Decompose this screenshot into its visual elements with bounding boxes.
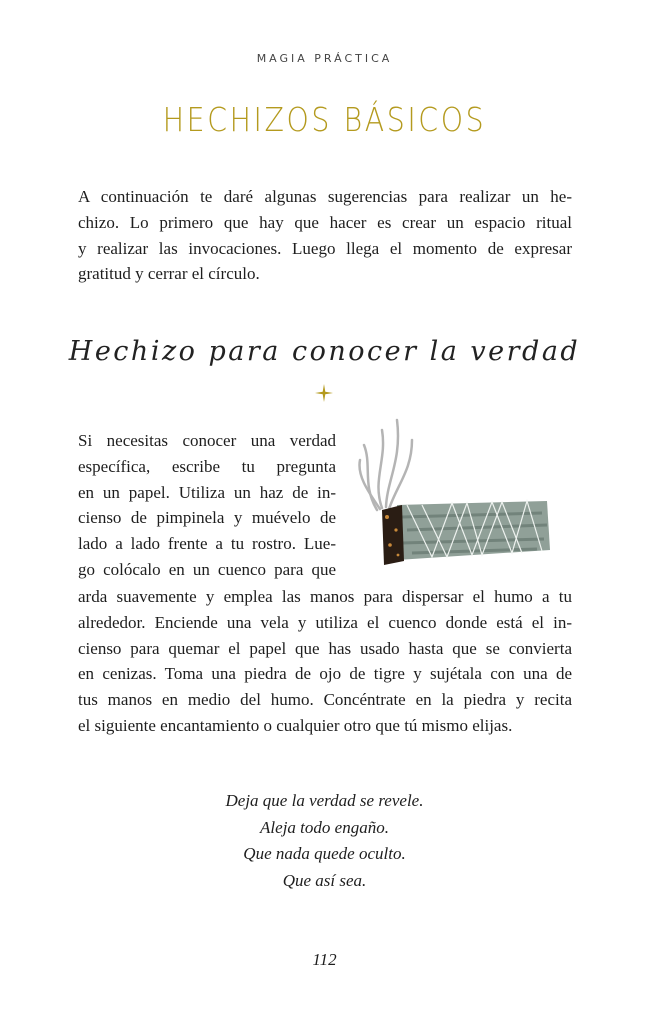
text-line: el siguiente encantamiento o cualquier otro que tú mismo elijas. (78, 715, 513, 735)
incantation-line: Deja que la verdad se revele. (225, 791, 424, 810)
smudge-stick-illustration (352, 405, 552, 590)
incantation-line: Que nada quede oculto. (243, 844, 406, 863)
text-line: cienso para quemar el papel que has usado hasta que se convierta (78, 638, 572, 658)
spell-paragraph-wide (78, 584, 572, 739)
intro-paragraph (78, 184, 572, 287)
text-line: A continuación te daré algunas sugerencias para realizar un he- (78, 187, 572, 206)
text-line: go colócalo en un cuenco para que (78, 559, 336, 579)
text-line: Si necesitas conocer una verdad (78, 431, 336, 450)
text-line: gratitud y cerrar el círculo. (78, 264, 260, 284)
spell-paragraph-narrow (78, 428, 336, 583)
text-line: alrededor. Enciende una vela y utiliza el cuenco donde está el in- (78, 612, 572, 632)
incantation-line: Aleja todo engaño. (260, 817, 389, 837)
text-line: chizo. Lo primero que hay que hacer es crear un espacio ritual (78, 212, 572, 232)
chapter-title: HECHIZOS BÁSICOS (162, 100, 487, 139)
text-line: lado a lado frente a tu rostro. Lue- (78, 534, 336, 554)
text-line: tus manos en medio del humo. Concéntrate en la piedra y recita (78, 690, 572, 710)
text-line: arda suavemente y emplea las manos para dispersar el humo a tu (78, 587, 572, 606)
text-line: en cenizas. Toma una piedra de ojo de tigre y sujétala con una de (78, 664, 572, 684)
incantation (0, 788, 649, 894)
running-header: MAGIA PRÁCTICA (256, 52, 393, 65)
star-ornament-icon (314, 383, 334, 403)
page-number: 112 (312, 950, 337, 969)
text-line: y realizar las invocaciones. Luego llega el momento de expresar (78, 238, 572, 258)
incantation-line: Que así sea. (282, 870, 367, 890)
spell-title: Hechizo para conocer la verdad (68, 336, 581, 367)
text-line: en un papel. Utiliza un haz de in- (78, 482, 336, 502)
text-line: cienso de pimpinela y muévelo de (78, 508, 336, 528)
text-line: específica, escribe tu pregunta (78, 456, 336, 476)
